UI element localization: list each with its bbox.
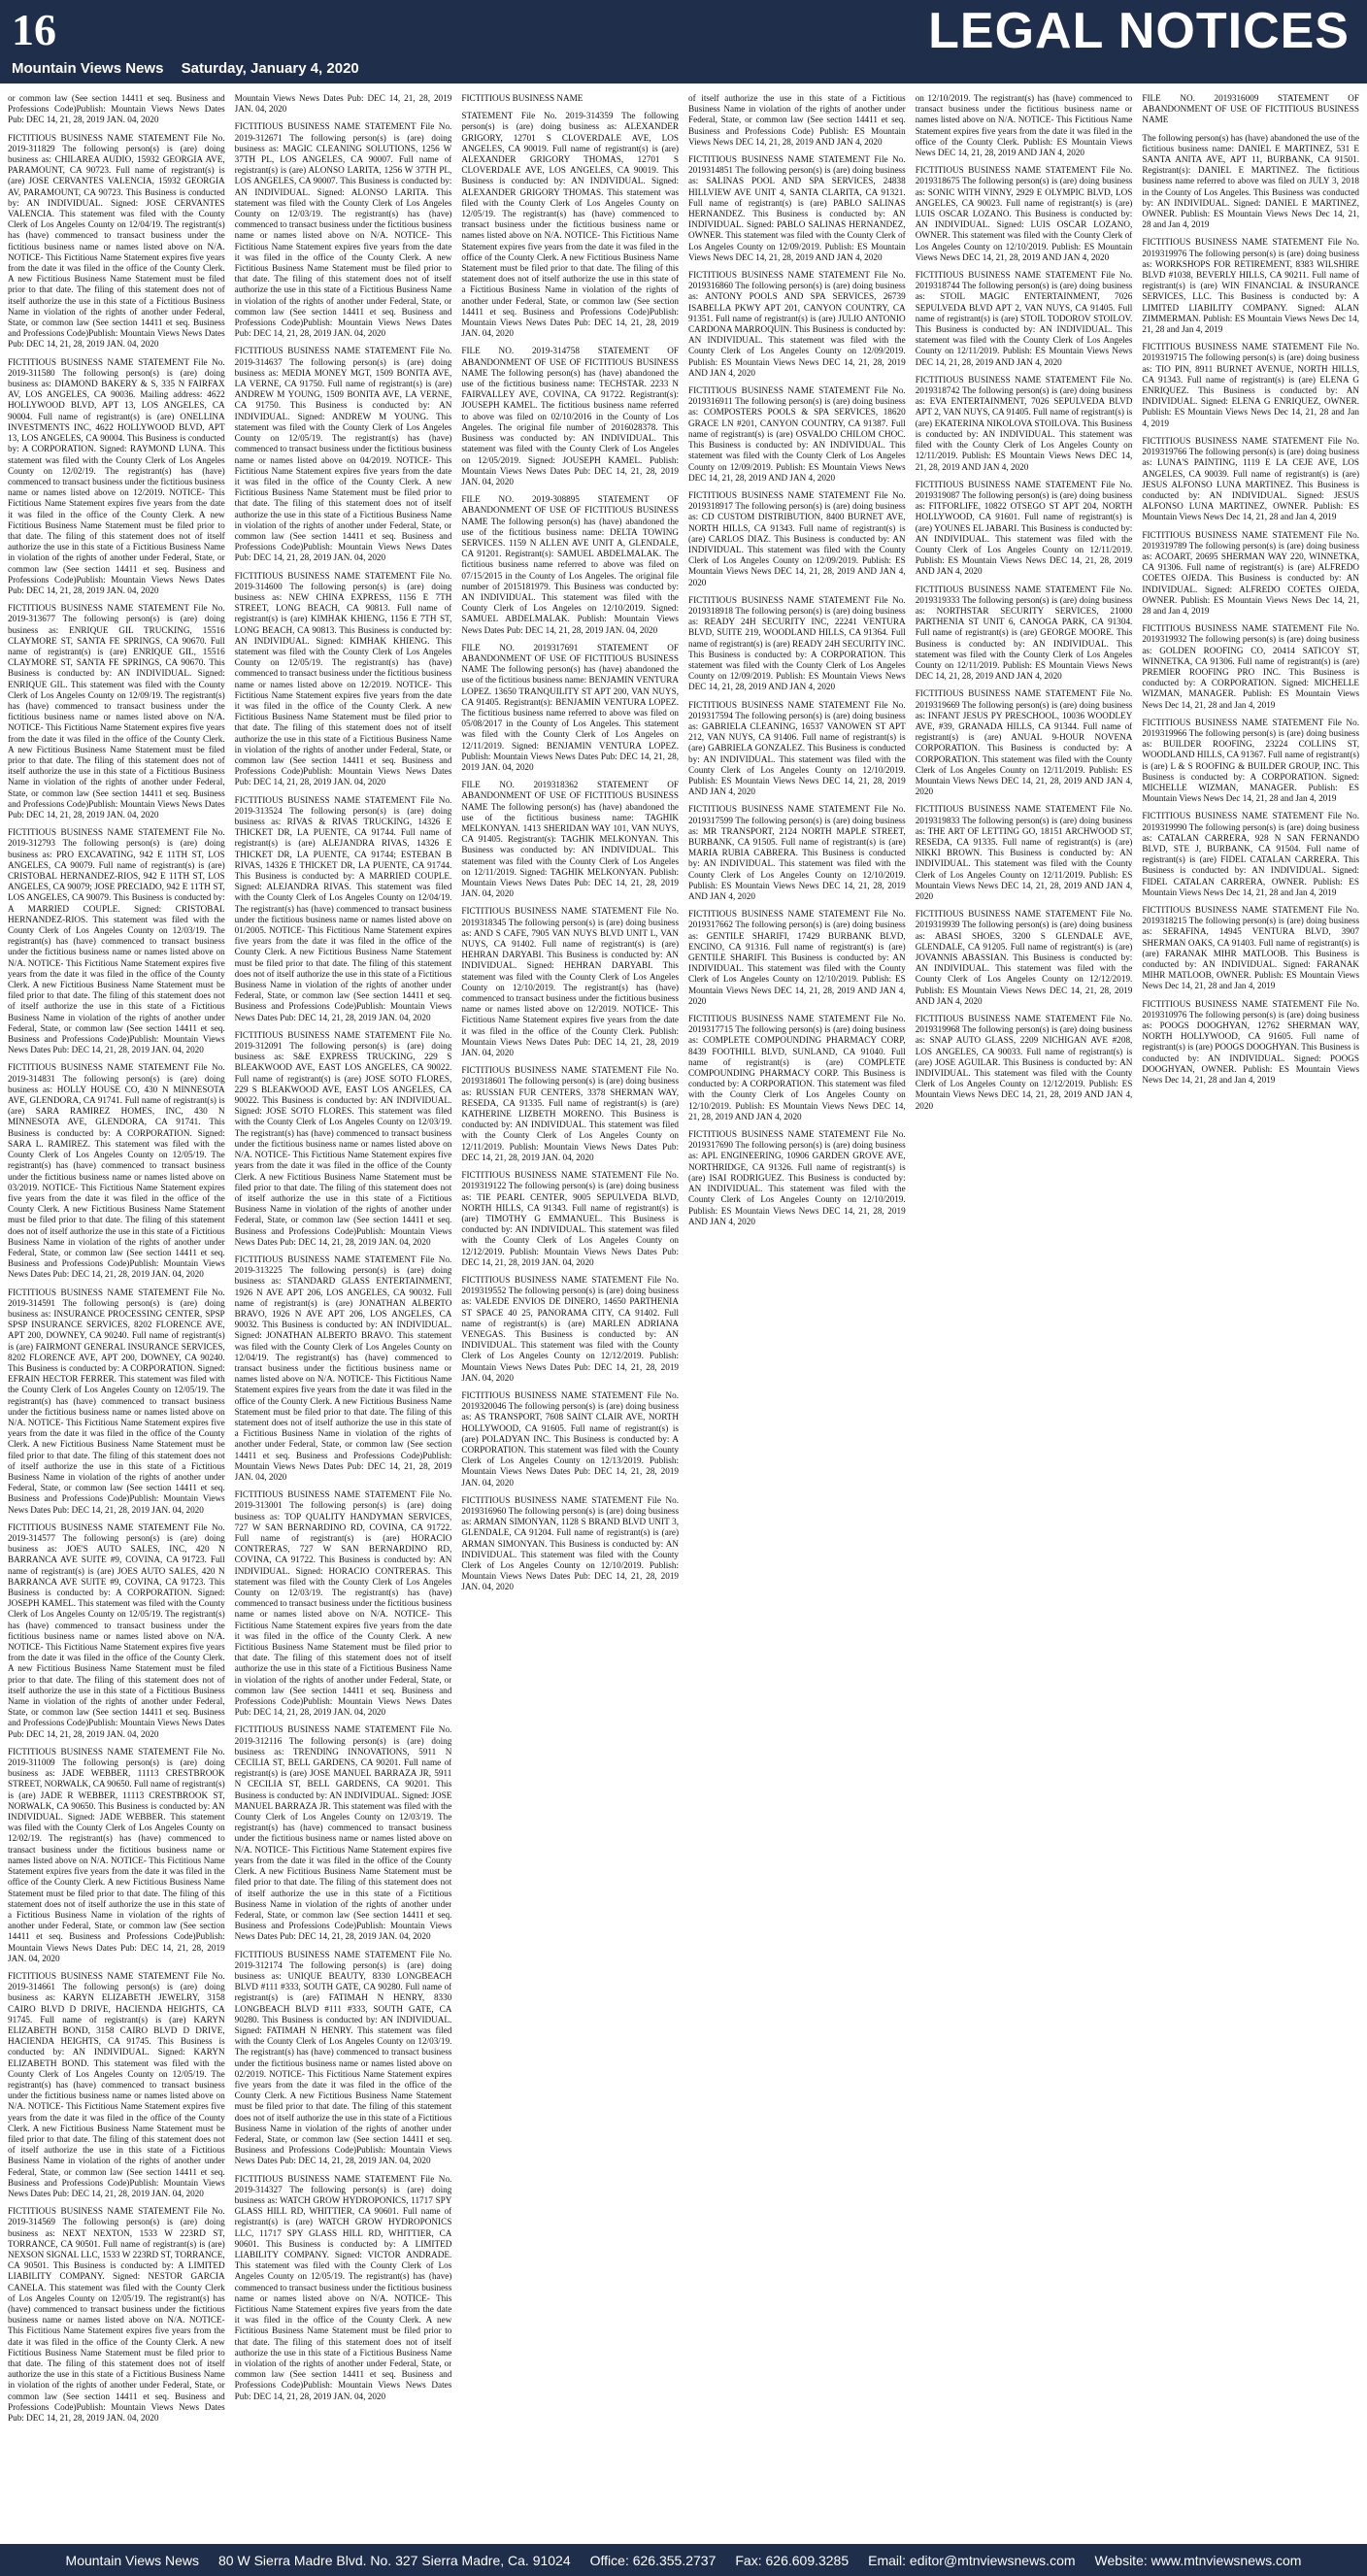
legal-notice: FICTITIOUS BUSINESS NAME STATEMENT File No. 2019318345 The following person(s) is (are) doing business as: AND S CAFE, 7905 VAN NUYS BLVD UNIT L, VAN NUYS, CA 91402. Full name of registrant(s) is (are) HEHRAN DARYABI. This Business is conducted by: AN INDIVIDUAL. Signed: HEHRAN DARYABI. This statement was filed with the County Clerk of Los Angeles County on 12/10/2019. The registrant(s) has (have) commenced to transact business under the fictitious business name or names listed above on 12/2019. NOTICE- This Fictitious Name Statement expires five years from the date it was filed in the office of the County Clerk. Publish: Mountain Views News Dates Pub: DEC 14, 21, 28, 2019 JAN. 04, 2020 (461, 906, 680, 1058)
notice-columns (8, 93, 1359, 2538)
legal-notice: FICTITIOUS BUSINESS NAME STATEMENT File No. 2019316860 The following person(s) is (are) doing business as: ANTONY POOLS AND SPA SERVICES, 26739 ISABELLA PKWY APT 201, CANYON COUNTRY, CA 91351. Full name of registrant(s) is (are) JULIO ANTONIO CARDONA MARROQUIN. This Business is conducted by: AN INDIVIDUAL. This statement was filed with the County Clerk of Los Angeles County on 12/09/2019. Publish: ES Mountain Views News DEC 14, 21, 28, 2019 AND JAN 4, 2020 (688, 270, 906, 378)
legal-notice: FICTITIOUS BUSINESS NAME STATEMENT File No. 2019317594 The following person(s) is (are) doing business as: GABRIELA CLEANING, 16537 VANOWEN ST APT 212, VAN NUYS, CA 91406. Full name of registrant(s) is (are) GABRIELA GONZALEZ. This Business is conducted by: AN INDIVIDUAL. This statement was filed with the County Clerk of Los Angeles County on 12/10/2019. Publish: ES Mountain Views News DEC 14, 21, 28, 2019 AND JAN 4, 2020 (688, 699, 906, 797)
issue-date: Saturday, January 4, 2020 (181, 60, 359, 77)
legal-notice: STATEMENT File No. 2019-314359 The following person(s) is (are) doing business as: ALEXANDER GRIGORY, 12701 S CLOVERDALE AVE, LOS ANGELES, CA 90019. Full name of registrant(s) is (are) ALEXANDER GRIGORY THOMAS, 12701 S CLOVERDALE AVE, LOS ANGELES, CA 90019. This Business is conducted by: AN INDIVIDUAL. Signed: ALEXANDER GRIGORY THOMAS. This statement was filed with the County Clerk of Los Angeles County on 12/05/19. The registrant(s) has (have) commenced to transact business under the fictitious business name or names listed above on N/A. NOTICE- This Fictitious Name Statement expires five years from the date it was filed in the office of the County Clerk. A new Fictitious Business Name Statement must be filed prior to that date. The filing of this statement does not of itself authorize the use in this state of a Fictitious Business Name in violation of the rights of another under Federal, State, or common law (See section 14411 et seq. Business and Professions Code)Publish: Mountain Views News Dates Pub: DEC 14, 21, 28, 2019 JAN. 04, 2020 (461, 111, 680, 339)
column (1142, 93, 1359, 2538)
legal-notice: FICTITIOUS BUSINESS NAME STATEMENT File No. 2019-314569 The following person(s) is (are) doing business as: NEXT NEXTON, 1533 W 223RD ST, TORRANCE, CA 90501. Full name of registrant(s) is (are) NEXSON SIGNAL LLC, 1533 W 223RD ST, TORRANCE, CA 90501. This Business is conducted by: A LIMITED LIABILITY COMPANY. Signed: NESTOR GARCIA CANELA. This statement was filed with the County Clerk of Los Angeles County on 12/05/19. The registrant(s) has (have) commenced to transact business under the fictitious business name or names listed above on N/A. NOTICE- This Fictitious Name Statement expires five years from the date it was filed in the office of the County Clerk. A new Fictitious Business Name Statement must be filed prior to that date. The filing of this statement does not of itself authorize the use in this state of a Fictitious Business Name in violation of the rights of another under Federal, State, or common law (See section 14411 et seq. Business and Professions Code)Publish: Mountain Views News Dates Pub: DEC 14, 21, 28, 2019 JAN. 04, 2020 (8, 2206, 225, 2424)
legal-notice: FICTITIOUS BUSINESS NAME STATEMENT File No. 2019319552 The following person(s) is (are) doing business as: VALEDE ENVIOS DE DINERO, 14650 PARTHENIA ST SPACE 40 25, PANORAMA CITY, CA 91402. Full name of registrant(s) is (are) MARLEN ADRIANA VENEGAS. This Business is conducted by: AN INDIVIDUAL. This statement was filed with the County Clerk of Los Angeles County on 12/12/2019. Publish: Mountain Views News Dates Pub: DEC 14, 21, 28, 2019 JAN. 04, 2020 (461, 1274, 680, 1383)
legal-notice: FICTITIOUS BUSINESS NAME STATEMENT File No. 2019318742 The following person(s) is (are) doing business as: EVA ENTERTAINMENT, 7026 SEPULVEDA BLVD APT 2, VAN NUYS, CA 91405. Full name of registrant(s) is (are) EKATERINA NIKOLOVA STOILOVA. This Business is conducted by: AN INDIVIDUAL. This statement was filed with the County Clerk of Los Angeles County on 12/11/2019. Publish: ES Mountain Views News DEC 14, 21, 28, 2019 AND JAN 4, 2020 (915, 374, 1133, 472)
legal-notice: FILE NO. 2019-308895 STATEMENT OF ABANDONMENT OF USE OF FICTITIOUS BUSINESS NAME The following person(s) has (have) abandoned the use of the fictitious business name: DELTA TOWING SERVICES. 1159 N ALLEN AVE UNIT A, GLENDALE, CA 91201. Registrant(s): SAMUEL ABDELMALAK. The fictitious business name referred to above was filed on 07/15/2015 in the County of Los Angeles. The original file number of 2015181979. This Business was conducted by: AN INDIVIDUAL. This statement was filed with the County Clerk of Los Angeles on 12/10/2019. Signed: SAMUEL ABDELMALAK. Publish: Mountain Views News Dates Pub: DEC 14, 21, 28, 2019 JAN. 04, 2020 (461, 494, 680, 635)
legal-notice: FICTITIOUS BUSINESS NAME STATEMENT File No. 2019319932 The following person(s) is (are) doing business as: GOLDEN ROOFING CO, 20414 SATICOY ST, WINNETKA, CA 91306. Full name of registrant(s) is (are) PREMIER ROOFING PRO INC. This Business is conducted by: A CORPORATION. Signed: MICHELLE WIZMAN, MANAGER. Publish: ES Mountain Views News Dec 14, 21, 28 and Jan 4, 2019 (1142, 623, 1359, 710)
legal-notice: FICTITIOUS BUSINESS NAME STATEMENT File No. 2019-311009 The following person(s) is (are) doing business as: JADE WEBBER, 11113 CRESTBROOK STREET, NORWALK, CA 90650. Full name of registrant(s) is (are) JADE R WEBBER, 11113 CRESTBROOK ST, NORWALK, CA 90650. This Business is conducted by: AN INDIVIDUAL. Signed: JADE WEBBER. This statement was filed with the County Clerk of Los Angeles County on 12/02/19. The registrant(s) has (have) commenced to transact business under the fictitious business name or names listed above on N/A. NOTICE- This Fictitious Name Statement expires five years from the date it was filed in the office of the County Clerk. A new Fictitious Business Name Statement must be filed prior to that date. The filing of this statement does not of itself authorize the use in this state of a Fictitious Business Name in violation of the rights of another under Federal, State, or common law (See section 14411 et seq. Business and Professions Code)Publish: Mountain Views News Dates Pub: DEC 14, 21, 28, 2019 JAN. 04, 2020 (8, 1746, 225, 1963)
column (235, 93, 452, 2538)
legal-notice: FICTITIOUS BUSINESS NAME STATEMENT File No. 2019-312793 The following person(s) is (are) doing business as: PRO EXCAVATING, 942 E 11TH ST, LOS ANGELES, CA 90079. Full name of registrant(s) is (are) CRISTOBAL HERNANDEZ-RIOS, 942 E 11TH ST, LOS ANGELES, CA 90079; JOSE PRECIADO, 942 E 11TH ST, LOS ANGELES, CA 90079. This Business is conducted by: A MARRIED COUPLE. Signed: CRISTOBAL HERNANDEZ-RIOS. This statement was filed with the County Clerk of Los Angeles County on 12/03/19. The registrant(s) has (have) commenced to transact business under the fictitious business name or names listed above on N/A. NOTICE- This Fictitious Name Statement expires five years from the date it was filed in the office of the County Clerk. A new Fictitious Business Name Statement must be filed prior to that date. The filing of this statement does not of itself authorize the use in this state of a Fictitious Business Name in violation of the rights of another under Federal, State, or common law (See section 14411 et seq. Business and Professions Code)Publish: Mountain Views News Dates Pub: DEC 14, 21, 28, 2019 JAN. 04, 2020 (8, 827, 225, 1055)
legal-notice: FICTITIOUS BUSINESS NAME STATEMENT File No. 2019320046 The following person(s) is (are) doing business as: AS TRANSPORT, 7608 SAINT CLAIR AVE, NORTH HOLLYWOOD, CA 91605. Full name of registrant(s) is (are) POLADYAN INC. This Business is conducted by: A CORPORATION. This statement was filed with the County Clerk of Los Angeles County on 12/13/2019. Publish: Mountain Views News Dates Pub: DEC 14, 21, 28, 2019 JAN. 04, 2020 (461, 1389, 680, 1488)
legal-notice: FICTITIOUS BUSINESS NAME STATEMENT File No. 2019-314577 The following person(s) is (are) doing business as: JOE'S AUTO SALES, INC, 420 N BARRANCA AVE SUITE #9, COVINA, CA 91723. Full name of registrant(s) is (are) JOES AUTO SALES, 420 N BARRANCA AVE SUITE #9, COVINA, CA 91723. This Business is conducted by: A CORPORATION. Signed: JOSEPH KAMEL. This statement was filed with the County Clerk of Los Angeles County on 12/05/19. The registrant(s) has (have) commenced to transact business under the fictitious business name or names listed above on N/A. NOTICE- This Fictitious Name Statement expires five years from the date it was filed in the office of the County Clerk. A new Fictitious Business Name Statement must be filed prior to that date. The filing of this statement does not of itself authorize the use in this state of a Fictitious Business Name in violation of the rights of another under Federal, State, or common law (See section 14411 et seq. Business and Professions Code)Publish: Mountain Views News Dates Pub: DEC 14, 21, 28, 2019 JAN. 04, 2020 (8, 1522, 225, 1739)
legal-notice: FICTITIOUS BUSINESS NAME STATEMENT File No. 2019318744 The following person(s) is (are) doing business as: STOIL MAGIC ENTERTAINMENT, 7026 SEPULVEDA BLVD APT 2, VAN NUYS, CA 91405. Full name of registrant(s) is (are) STOIL TODOROV STOILOV. This Business is conducted by: AN INDIVIDUAL. This statement was filed with the County Clerk of Los Angeles County on 12/11/2019. Publish: ES Mountain Views News DEC 14, 21, 28, 2019 AND JAN 4, 2020 (915, 270, 1133, 367)
legal-notice: FICTITIOUS BUSINESS NAME STATEMENT File No. 2019-313677 The following person(s) is (are) doing business as: ENRIQUE GIL TRUCKING, 15516 CLAYMORE ST, SANTA FE SPRINGS, CA 90670. Full name of registrant(s) is (are) ENRIQUE GIL, 15516 CLAYMORE ST, SANTA FE SPRINGS, CA 90670. This Business is conducted by: AN INDIVIDUAL. Signed: ENRIQUE GIL. This statement was filed with the County Clerk of Los Angeles County on 12/09/19. The registrant(s) has (have) commenced to transact business under the fictitious business name or names listed above on N/A. NOTICE- This Fictitious Name Statement expires five years from the date it was filed in the office of the County Clerk. A new Fictitious Business Name Statement must be filed prior to that date. The filing of this statement does not of itself authorize the use in this state of a Fictitious Business Name in violation of the rights of another under Federal, State, or common law (See section 14411 et seq. Business and Professions Code)Publish: Mountain Views News Dates Pub: DEC 14, 21, 28, 2019 JAN. 04, 2020 (8, 603, 225, 820)
column-continuation: on 12/10/2019. The registrant(s) has (have) commenced to transact business under the fictitious business name or names listed above on N/A. NOTICE- This Fictitious Name Statement expires five years from the date it was filed in the office of the County Clerk. Publish: ES Mountain Views News DEC 14, 21, 28, 2019 AND JAN 4, 2020 (915, 93, 1133, 158)
legal-notice: FICTITIOUS BUSINESS NAME STATEMENT File No. 2019319087 The following person(s) is (are) doing business as: FITFORLIFE, 10822 OTSEGO ST APT 204, NORTH HOLLYWOOD, CA 91601. Full name of registrant(s) is (are) YOUNES EL JABARI. This Business is conducted by: AN INDIVIDUAL. This statement was filed with the County Clerk of Los Angeles County on 12/11/2019. Publish: ES Mountain Views News DEC 14, 21, 28, 2019 AND JAN 4, 2020 (915, 479, 1133, 577)
legal-notice: FICTITIOUS BUSINESS NAME STATEMENT File No. 2019-312671 The following person(s) is (are) doing business as: MAGIC CLEANING SOLUTIONS, 1256 W 37TH PL, LOS ANGELES, CA 90007. Full name of registrant(s) is (are) ALONSO LARITA, 1256 W 37TH PL, LOS ANGELES, CA 90007. This Business is conducted by: AN INDIVIDUAL. Signed: ALONSO LARITA. This statement was filed with the County Clerk of Los Angeles County on 12/03/19. The registrant(s) has (have) commenced to transact business under the fictitious business name or names listed above on N/A. NOTICE- This Fictitious Name Statement expires five years from the date it was filed in the office of the County Clerk. A new Fictitious Business Name Statement must be filed prior to that date. The filing of this statement does not of itself authorize the use in this state of a Fictitious Business Name in violation of the rights of another under Federal, State, or common law (See section 14411 et seq. Business and Professions Code)Publish: Mountain Views News Dates Pub: DEC 14, 21, 28, 2019 JAN. 04, 2020 (234, 121, 452, 339)
legal-notice: The following person(s) has (have) abandoned the use of the fictitious business name: DANIEL E MARTINEZ, 531 E SANTA ANITA AVE, APT 11, BURBANK, CA 91501. Registrant(s): DANIEL E MARTINEZ. The fictitious business name referred to above was filed on JULY 3, 2018 in the County of Los Angeles. This Business was conducted by: AN INDIVIDUAL. Signed: DANIEL E MARTINEZ, OWNER. Publish: ES Mountain Views News Dec 14, 21, 28 and Jan 4, 2019 (1142, 132, 1359, 230)
footer-website: Website: www.mtnviewsnews.com (1094, 2552, 1302, 2568)
legal-notice: FICTITIOUS BUSINESS NAME STATEMENT File No. 2019317715 The following person(s) is (are) doing business as: COMPLETE COMPOUNDING PHARMACY CORP, 8439 FOOTHILL BLVD, SUNLAND, CA 91040. Full name of registrant(s) is (are) COMPLETE COMPOUNDING PHARMACY CORP. This Business is conducted by: A CORPORATION. This statement was filed with the County Clerk of Los Angeles County on 12/10/2019. Publish: ES Mountain Views News DEC 14, 21, 28, 2019 AND JAN 4, 2020 (688, 1014, 906, 1121)
legal-notice: FICTITIOUS BUSINESS NAME STATEMENT File No. 2019319766 The following person(s) is (are) doing business as: LUNA'S PAINTING, 1119 E LA CEJE AVE, LOS ANGELES, CA 90039. Full name of registrant(s) is (are) JESUS ALFONSO LUNA MARTINEZ. This Business is conducted by: AN INDIVIDUAL. Signed: JESUS ALFONSO LUNA MARTINEZ, OWNER. Publish: ES Mountain Views News Dec 14, 21, 28 and Jan 4, 2019 (1142, 435, 1359, 522)
legal-notice: FICTITIOUS BUSINESS NAME STATEMENT File No. 2019319333 The following person(s) is (are) doing business as: NORTHSTAR SECURITY SERVICES, 21000 PARTHENIA ST UNIT 6, CANOGA PARK, CA 91304. Full name of registrant(s) is (are) GEORGE MOORE. This Business is conducted by: AN INDIVIDUAL. This statement was filed with the County Clerk of Los Angeles County on 12/11/2019. Publish: ES Mountain Views News DEC 14, 21, 28, 2019 AND JAN 4, 2020 (915, 584, 1133, 682)
legal-notice: FICTITIOUS BUSINESS NAME STATEMENT File No. 2019-312091 The following person(s) is (are) doing business as: S&E EXPRESS TRUCKING, 229 S BLEAKWOOD AVE, EAST LOS ANGELES, CA 90022. Full name of registrant(s) is (are) JOSE SOTO FLORES, 229 S BLEAKWOOD AVE, EAST LOS ANGELES, CA 90022. This Business is conducted by: AN INDIVIDUAL. Signed: JOSE SOTO FLORES. This statement was filed with the County Clerk of Los Angeles County on 12/03/19. The registrant(s) has (have) commenced to transact business under the fictitious business name or names listed above on N/A. NOTICE- This Fictitious Name Statement expires five years from the date it was filed in the office of the County Clerk. A new Fictitious Business Name Statement must be filed prior to that date. The filing of this statement does not of itself authorize the use in this state of a Fictitious Business Name in violation of the rights of another under Federal, State, or common law (See section 14411 et seq. Business and Professions Code)Publish: Mountain Views News Dates Pub: DEC 14, 21, 28, 2019 JAN. 04, 2020 (234, 1029, 452, 1247)
legal-notice: FICTITIOUS BUSINESS NAME STATEMENT File No. 2019319976 The following person(s) is (are) doing business as: WORKSHOPS FOR RETIREMENT, 8383 WILSHIRE BLVD #1038, BEVERLY HILLS, CA 90211. Full name of registrant(s) is (are) WIN FINANCIAL & INSURANCE SERVICES, LLC. This Business is conducted by: A LIMITED LIABILITY COMPANY. Signed: ALAN ZIMMERMAN. Publish: ES Mountain Views News Dec 14, 21, 28 and Jan 4, 2019 (1142, 237, 1359, 335)
footer-email: Email: editor@mtnviewsnews.com (868, 2552, 1076, 2568)
column (8, 93, 225, 2538)
legal-notice: FICTITIOUS BUSINESS NAME STATEMENT File No. 2019-313524 The following person(s) is (are) doing business as: RIVAS & RIVAS TRUCKING, 14326 E THICKET DR, LA PUENTE, CA 91744. Full name of registrant(s) is (are) ALEJANDRA RIVAS, 14326 E THICKET DR, LA PUENTE, CA 91744; ESTEBAN B RIVAS, 14326 E THICKET DR, LA PUENTE, CA 91744. This Business is conducted by: A MARRIED COUPLE. Signed: ALEJANDRA RIVAS. This statement was filed with the County Clerk of Los Angeles County on 12/04/19. The registrant(s) has (have) commenced to transact business under the fictitious business name or names listed above on 01/2005. NOTICE- This Fictitious Name Statement expires five years from the date it was filed in the office of the County Clerk. A new Fictitious Business Name Statement must be filed prior to that date. The filing of this statement does not of itself authorize the use in this state of a Fictitious Business Name in violation of the rights of another under Federal, State, or common law (See section 14411 et seq. Business and Professions Code)Publish: Mountain Views News Dates Pub: DEC 14, 21, 28, 2019 JAN. 04, 2020 (234, 794, 452, 1022)
legal-notice: FICTITIOUS BUSINESS NAME STATEMENT File No. 2019319789 The following person(s) is (are) doing business as: ACOART, 20695 SHERMAN WAY 220, WINNETKA, CA 91306. Full name of registrant(s) is (are) ALFREDO COETES OJEDA. This Business is conducted by: AN INDIVIDUAL. Signed: ALFREDO COETES OJEDA, OWNER. Publish: ES Mountain Views News Dec 14, 21, 28 and Jan 4, 2019 (1142, 529, 1359, 616)
legal-notice: FICTITIOUS BUSINESS NAME STATEMENT File No. 2019-314591 The following person(s) is (are) doing business as: INSURANCE PROCESSING CENTER, SPSP SPSP INSURANCE SERVICES, 8202 FLORENCE AVE, APT 200, DOWNEY, CA 90240. Full name of registrant(s) is (are) FAIRMONT GENERAL INSURANCE SERVICES, 8202 FLORENCE AVE, APT 200, DOWNEY, CA 90240. This Business is conducted by: A CORPORATION. Signed: EFRAIN HECTOR FERRER. This statement was filed with the County Clerk of Los Angeles County on 12/05/19. The registrant(s) has (have) commenced to transact business under the fictitious business name or names listed above on N/A. NOTICE- This Fictitious Name Statement expires five years from the date it was filed in the office of the County Clerk. A new Fictitious Business Name Statement must be filed prior to that date. The filing of this statement does not of itself authorize the use in this state of a Fictitious Business Name in violation of the rights of another under Federal, State, or common law (See section 14411 et seq. Business and Professions Code)Publish: Mountain Views News Dates Pub: DEC 14, 21, 28, 2019 JAN. 04, 2020 (8, 1287, 225, 1515)
page-number: 16 (12, 5, 56, 54)
legal-notice: FICTITIOUS BUSINESS NAME STATEMENT File No. 2019-314600 The following person(s) is (are) doing business as: NEW CHINA EXPRESS, 1156 E 7TH STREET, LONG BEACH, CA 90813. Full name of registrant(s) is (are) KIMHAK KHIENG, 1156 E 7TH ST, LONG BEACH, CA 90813. This Business is conducted by: AN INDIVIDUAL. Signed: KIMHAK KHIENG. This statement was filed with the County Clerk of Los Angeles County on 12/05/19. The registrant(s) has (have) commenced to transact business under the fictitious business name or names listed above on 12/2019. NOTICE- This Fictitious Name Statement expires five years from the date it was filed in the office of the County Clerk. A new Fictitious Business Name Statement must be filed prior to that date. The filing of this statement does not of itself authorize the use in this state of a Fictitious Business Name in violation of the rights of another under Federal, State, or common law (See section 14411 et seq. Business and Professions Code)Publish: Mountain Views News Dates Pub: DEC 14, 21, 28, 2019 JAN. 04, 2020 (234, 570, 452, 787)
legal-notice: FICTITIOUS BUSINESS NAME STATEMENT File No. 2019318215 The following person(s) is (are) doing business as: SERAFINA, 14945 VENTURA BLVD, 3907 SHERMAN OAKS, CA 91403. Full name of registrant(s) is (are) FARANAK MIHR MATLOOB. This Business is conducted by: AN INDIVIDUAL. Signed: FARANAK MIHR MATLOOB, OWNER. Publish: ES Mountain Views News Dec 14, 21, 28 and Jan 4, 2019 (1142, 905, 1359, 991)
legal-notice: FICTITIOUS BUSINESS NAME STATEMENT File No. 2019-314327 The following person(s) is (are) doing business as: WATCH GROW HYDROPONICS, 11717 SPY GLASS HILL RD, WHITTIER, CA 90601. Full name of registrant(s) is (are) WATCH GROW HYDROPONICS LLC, 11717 SPY GLASS HILL RD, WHITTIER, CA 90601. This Business is conducted by: A LIMITED LIABILITY COMPANY. Signed: VICTOR ANDRADE. This statement was filed with the County Clerk of Los Angeles County on 12/05/19. The registrant(s) has (have) commenced to transact business under the fictitious business name or names listed above on N/A. NOTICE- This Fictitious Name Statement expires five years from the date it was filed in the office of the County Clerk. A new Fictitious Business Name Statement must be filed prior to that date. The filing of this statement does not of itself authorize the use in this state of a Fictitious Business Name in violation of the rights of another under Federal, State, or common law (See section 14411 et seq. Business and Professions Code)Publish: Mountain Views News Dates Pub: DEC 14, 21, 28, 2019 JAN. 04, 2020 (234, 2173, 452, 2401)
legal-notice: FICTITIOUS BUSINESS NAME STATEMENT File No. 2019-314637 The following person(s) is (are) doing business as: MEDIA MONEY MGT, 1509 BONITA AVE, LA VERNE, CA 91750. Full name of registrant(s) is (are) ANDREW M YOUNG, 1509 BONITA AVE, LA VERNE, CA 91750. This Business is conducted by: AN INDIVIDUAL. Signed: ANDREW M YOUNG. This statement was filed with the County Clerk of Los Angeles County on 12/05/19. The registrant(s) has (have) commenced to transact business under the fictitious business name or names listed above on 04/2019. NOTICE- This Fictitious Name Statement expires five years from the date it was filed in the office of the County Clerk. A new Fictitious Business Name Statement must be filed prior to that date. The filing of this statement does not of itself authorize the use in this state of a Fictitious Business Name in violation of the rights of another under Federal, State, or common law (See section 14411 et seq. Business and Professions Code)Publish: Mountain Views News Dates Pub: DEC 14, 21, 28, 2019 JAN. 04, 2020 (234, 346, 452, 563)
legal-notice: FILE NO. 2019317691 STATEMENT OF ABANDONMENT OF USE OF FICTITIOUS BUSINESS NAME The following person(s) has (have) abandoned the use of the fictitious business name: BENJAMIN VENTURA LOPEZ. 13650 TRANQUILITY ST APT 200, VAN NUYS, CA 91405. Registrant(s): BENJAMIN VENTURA LOPEZ. The fictitious business name referred to above was filed on 05/08/2017 in the County of Los Angeles. This statement was filed with the County Clerk of Los Angeles on 12/11/2019. Signed: BENJAMIN VENTURA LOPEZ. Publish: Mountain Views News Dates Pub: DEC 14, 21, 28, 2019 JAN. 04, 2020 (461, 642, 680, 772)
legal-notice: FICTITIOUS BUSINESS NAME STATEMENT File No. 2019314851 The following person(s) is (are) doing business as: SALINAS POOL AND SPA SERVICES, 24838 HILLVIEW AVE UNIT 4, SANTA CLARITA, CA 91321. Full name of registrant(s) is (are) PABLO SALINAS HERNANDEZ. This Business is conducted by: AN INDIVIDUAL. Signed: PABLO SALINAS HERNANDEZ, OWNER. This statement was filed with the County Clerk of Los Angeles County on 12/09/2019. Publish: ES Mountain Views News DEC 14, 21, 28, 2019 AND JAN 4, 2020 (688, 154, 906, 262)
legal-notice: FICTITIOUS BUSINESS NAME STATEMENT File No. 2019318675 The following person(s) is (are) doing business as: SONIC WITH VINNY, 2929 E OLYMPIC BLVD, LOS ANGELES, CA 90023. Full name of registrant(s) is (are) LUIS OSCAR LOZANO. This Business is conducted by: AN INDIVIDUAL. Signed: LUIS OSCAR LOZANO, OWNER. This statement was filed with the County Clerk of Los Angeles County on 12/10/2019. Publish: ES Mountain Views News DEC 14, 21, 28, 2019 AND JAN 4, 2020 (915, 165, 1133, 262)
legal-notice: FICTITIOUS BUSINESS NAME STATEMENT File No. 2019-312116 The following person(s) is (are) doing business as: TRENDING INNOVATIONS, 5911 N CECILIA ST, BELL GARDENS, CA 90201. Full name of registrant(s) is (are) JOSE MANUEL BARRAZA JR, 5911 N CECILIA ST, BELL GARDENS, CA 90201. This Business is conducted by: AN INDIVIDUAL. Signed: JOSE MANUEL BARRAZA JR. This statement was filed with the County Clerk of Los Angeles County on 12/03/19. The registrant(s) has (have) commenced to transact business under the fictitious business name or names listed above on N/A. NOTICE- This Fictitious Name Statement expires five years from the date it was filed in the office of the County Clerk. A new Fictitious Business Name Statement must be filed prior to that date. The filing of this statement does not of itself authorize the use in this state of a Fictitious Business Name in violation of the rights of another under Federal, State, or common law (See section 14411 et seq. Business and Professions Code)Publish: Mountain Views News Dates Pub: DEC 14, 21, 28, 2019 JAN. 04, 2020 (234, 1724, 452, 1942)
legal-notice: FICTITIOUS BUSINESS NAME STATEMENT File No. 2019317662 The following person(s) is (are) doing business as: GENTILE SHARIFI, 17429 BURBANK BLVD, ENCINO, CA 91316. Full name of registrant(s) is (are) GENTILE SHARIFI. This Business is conducted by: AN INDIVIDUAL. This statement was filed with the County Clerk of Los Angeles County on 12/10/2019. Publish: ES Mountain Views News DEC 14, 21, 28, 2019 AND JAN 4, 2020 (688, 909, 906, 1006)
legal-notice: FILE NO. 2019-314758 STATEMENT OF ABANDONMENT OF USE OF FICTITIOUS BUSINESS NAME The following person(s) has (have) abandoned the use of the fictitious business name: TECHSTAR. 2233 N FAIRVALLEY AVE, COVINA, CA 91722. Registrant(s): JOUSEPH KAMEL. The fictitious business name referred to above was filed on 02/10/2016 in the County of Los Angeles. The original file number of 2016028378. This Business was conducted by: AN INDIVIDUAL. This statement was filed with the County Clerk of Los Angeles on 12/05/2019. Signed: JOUSEPH KAMEL. Publish: Mountain Views News Dates Pub: DEC 14, 21, 28, 2019 JAN. 04, 2020 (461, 346, 680, 486)
legal-notice: FICTITIOUS BUSINESS NAME STATEMENT File No. 2019310976 The following person(s) is (are) doing business as: POOGS DOOGHYAN, 12762 SHERMAN WAY, NORTH HOLLYWOOD, CA 91605. Full name of registrant(s) is (are) POOGS DOOGHYAN. This Business is conducted by: AN INDIVIDUAL. Signed: POOGS DOOGHYAN, OWNER. Publish: ES Mountain Views News Dec 14, 21, 28 and Jan 4, 2019 (1142, 998, 1359, 1086)
legal-notice: FICTITIOUS BUSINESS NAME STATEMENT File No. 2019319939 The following person(s) is (are) doing business as: ABASI SHOES, 3200 S GLENDALE AVE, GLENDALE, CA 91205. Full name of registrant(s) is (are) JOVANNIS ABASSIAN. This Business is conducted by: AN INDIVIDUAL. This statement was filed with the County Clerk of Los Angeles County on 12/12/2019. Publish: ES Mountain Views News DEC 14, 21, 28, 2019 AND JAN 4, 2020 (915, 909, 1133, 1006)
column-continuation: or common law (See section 14411 et seq. Business and Professions Code)Publish: Mountain Views News Dates Pub: DEC 14, 21, 28, 2019 JAN. 04, 2020 (8, 93, 225, 125)
legal-notice: FICTITIOUS BUSINESS NAME STATEMENT File No. 2019-313001 The following person(s) is (are) doing business as: TOP QUALITY HANDYMAN SERVICES, 727 W SAN BERNARDINO RD, COVINA, CA 91722. Full name of registrant(s) is (are) HORACIO CONTRERAS, 727 W SAN BERNARDINO RD, COVINA, CA 91722. This Business is conducted by: AN INDIVIDUAL. Signed: HORACIO CONTRERAS. This statement was filed with the County Clerk of Los Angeles County on 12/03/19. The registrant(s) has (have) commenced to transact business under the fictitious business name or names listed above on N/A. NOTICE- This Fictitious Name Statement expires five years from the date it was filed in the office of the County Clerk. A new Fictitious Business Name Statement must be filed prior to that date. The filing of this statement does not of itself authorize the use in this state of a Fictitious Business Name in violation of the rights of another under Federal, State, or common law (See section 14411 et seq. Business and Professions Code)Publish: Mountain Views News Dates Pub: DEC 14, 21, 28, 2019 JAN. 04, 2020 (234, 1489, 452, 1718)
column-continuation: of itself authorize the use in this state of a Fictitious Business Name in violation of the rights of another under Federal, State, or common law (See section 14411 et seq. Business and Professions Code) Publish: ES Mountain Views News DEC 14, 21, 28, 2019 AND JAN 4, 2020 (688, 93, 906, 147)
legal-notice: FICTITIOUS BUSINESS NAME STATEMENT File No. 2019-314661 The following person(s) is (are) doing business as: KARYN ELIZABETH JEWELRY, 3158 CAIRO BLVD D DRIVE, HACIENDA HEIGHTS, CA 91745. Full name of registrant(s) is (are) KARYN ELIZABETH BOND, 3158 CAIRO BLVD D DRIVE, HACIENDA HEIGHTS, CA 91745. This Business is conducted by: AN INDIVIDUAL. Signed: KARYN ELIZABETH BOND. This statement was filed with the County Clerk of Los Angeles County on 12/05/19. The registrant(s) has (have) commenced to transact business under the fictitious business name or names listed above on N/A. NOTICE- This Fictitious Name Statement expires five years from the date it was filed in the office of the County Clerk. A new Fictitious Business Name Statement must be filed prior to that date. The filing of this statement does not of itself authorize the use in this state of a Fictitious Business Name in violation of the rights of another under Federal, State, or common law (See section 14411 et seq. Business and Professions Code)Publish: Mountain Views News Dates Pub: DEC 14, 21, 28, 2019 JAN. 04, 2020 (8, 1970, 225, 2198)
legal-notice: FICTITIOUS BUSINESS NAME STATEMENT File No. 2019319968 The following person(s) is (are) doing business as: SNAP AUTO GLASS, 2209 NICHIGAN AVE #208, LOS ANGELES, CA 90033. Full name of registrant(s) is (are) JOSE AGUILAR. This Business is conducted by: AN INDIVIDUAL. This statement was filed with the County Clerk of Los Angeles County on 12/12/2019. Publish: ES Mountain Views News DEC 14, 21, 28, 2019 AND JAN 4, 2020 (915, 1014, 1133, 1111)
legal-notice: FICTITIOUS BUSINESS NAME STATEMENT File No. 2019318918 The following person(s) is (are) doing business as: READY 24H SECURITY INC, 22241 VENTURA BLVD, SUITE 219, WOODLAND HILLS, CA 91364. Full name of registrant(s) is (are) READY 24H SECURITY INC. This Business is conducted by: A CORPORATION. This statement was filed with the County Clerk of Los Angeles County on 12/09/2019. Publish: ES Mountain Views News DEC 14, 21, 28, 2019 AND JAN 4, 2020 (688, 594, 906, 692)
column-continuation: Mountain Views News Dates Pub: DEC 14, 21, 28, 2019 JAN. 04, 2020 (234, 93, 452, 115)
column (916, 93, 1133, 2538)
legal-notice: FICTITIOUS BUSINESS NAME STATEMENT File No. 2019-311580 The following person(s) is (are) doing business as: DIAMOND BAKERY & S, 335 N FAIRFAX AV, LOS ANGELES, CA 90036. Mailing address: 4622 HOLLYWOOD BLVD, APT 13, LOS ANGELES, CA 90004. Full name of registrant(s) is (are) ONELLINA INVESTMENTS INC, 4622 HOLLYWOOD BLVD, APT 13, LOS ANGELES, CA 90004. This Business is conducted by: A CORPORATION. Signed: RAYMOND LUNA. This statement was filed with the County Clerk of Los Angeles County on 12/02/19. The registrant(s) has (have) commenced to transact business under the fictitious business name or names listed above on 12/2019. NOTICE- This Fictitious Name Statement expires five years from the date it was filed in the office of the County Clerk. A new Fictitious Business Name Statement must be filed prior to that date. The filing of this statement does not of itself authorize the use in this state of a Fictitious Business Name in violation of the rights of another under Federal, State, or common law (See section 14411 et seq. Business and Professions Code)Publish: Mountain Views News Dates Pub: DEC 14, 21, 28, 2019 JAN. 04, 2020 (8, 356, 225, 595)
legal-notice: FICTITIOUS BUSINESS NAME STATEMENT File No. 2019319715 The following person(s) is (are) doing business as: TIO PIN, 8911 BURNET AVENUE, NORTH HILLS, CA 91343. Full name of registrant(s) is (are) ELENA G ENRIQUEZ. This Business is conducted by: AN INDIVIDUAL. Signed: ELENA G ENRIQUEZ, OWNER. Publish: ES Mountain Views News Dec 14, 21, 28 and Jan 4, 2019 (1142, 342, 1359, 428)
footer-fax: Fax: 626.609.3285 (735, 2552, 850, 2568)
legal-notice: FICTITIOUS BUSINESS NAME STATEMENT File No. 2019-314831 The following person(s) is (are) doing business as: HOLLY HOUSE CO, 430 N MINNESOTA AVE, GLENDORA, CA 91741. Full name of registrant(s) is (are) SARA RAMIREZ HOMES, INC, 430 N MINNESOTA AVE, GLENDORA, CA 91741. This Business is conducted by: A CORPORATION. Signed: SARA L. RAMIREZ. This statement was filed with the County Clerk of Los Angeles County on 12/05/19. The registrant(s) has (have) commenced to transact business under the fictitious business name or names listed above on 03/2019. NOTICE- This Fictitious Name Statement expires five years from the date it was filed in the office of the County Clerk. A new Fictitious Business Name Statement must be filed prior to that date. The filing of this statement does not of itself authorize the use in this state of a Fictitious Business Name in violation of the rights of another under Federal, State, or common law (See section 14411 et seq. Business and Professions Code)Publish: Mountain Views News Dates Pub: DEC 14, 21, 28, 2019 JAN. 04, 2020 (8, 1062, 225, 1280)
masthead (0, 0, 1367, 84)
section-title: LEGAL NOTICES (928, 3, 1350, 59)
footer-publication: Mountain Views News (65, 2552, 200, 2568)
column-continuation: FILE NO. 2019316009 STATEMENT OF ABANDONMENT OF USE OF FICTITIOUS BUSINESS NAME (1142, 93, 1359, 125)
legal-notice: FICTITIOUS BUSINESS NAME STATEMENT File No. 2019317599 The following person(s) is (are) doing business as: MR TRANSPORT, 2124 NORTH MAPLE STREET, BURBANK, CA 91505. Full name of registrant(s) is (are) MARIA RUBIA CABRERA. This Business is conducted by: AN INDIVIDUAL. This statement was filed with the County Clerk of Los Angeles County on 12/10/2019. Publish: ES Mountain Views News DEC 14, 21, 28, 2019 AND JAN 4, 2020 (688, 804, 906, 902)
legal-notice: FICTITIOUS BUSINESS NAME STATEMENT File No. 2019-311829 The following person(s) is (are) doing business as: CHILAREA AUDIO, 15932 GEORGIA AVE, PARAMOUNT, CA 90723. Full name of registrant(s) is (are) JOSE CERVANTES VALENCIA, 15932 GEORGIA AV, PARAMOUNT, CA 90723. This Business is conducted by: AN INDIVIDUAL. Signed: JOSE CERVANTES VALENCIA. This statement was filed with the County Clerk of Los Angeles County on 12/04/19. The registrant(s) has (have) commenced to transact business under the fictitious business name or names listed above on N/A. NOTICE- This Fictitious Name Statement expires five years from the date it was filed in the office of the County Clerk. A new Fictitious Business Name Statement must be filed prior to that date. The filing of this statement does not of itself authorize the use in this state of a Fictitious Business Name in violation of the rights of another under Federal, State, or common law (See section 14411 et seq. Business and Professions Code)Publish: Mountain Views News Dates Pub: DEC 14, 21, 28, 2019 JAN. 04, 2020 (8, 132, 225, 350)
legal-notice: FICTITIOUS BUSINESS NAME STATEMENT File No. 2019-313225 The following person(s) is (are) doing business as: STANDARD GLASS ENTERTAINMENT, 1926 N AVE APT 206, LOS ANGELES, CA 90032. Full name of registrant(s) is (are) JONATHAN ALBERTO BRAVO, 1926 N AVE APT 206, LOS ANGELES, CA 90032. This Business is conducted by: AN INDIVIDUAL. Signed: JONATHAN ALBERTO BRAVO. This statement was filed with the County Clerk of Los Angeles County on 12/04/19. The registrant(s) has (have) commenced to transact business under the fictitious business name or names listed above on N/A. NOTICE- This Fictitious Name Statement expires five years from the date it was filed in the office of the County Clerk. A new Fictitious Business Name Statement must be filed prior to that date. The filing of this statement does not of itself authorize the use in this state of a Fictitious Business Name in violation of the rights of another under Federal, State, or common law (See section 14411 et seq. Business and Professions Code)Publish: Mountain Views News Dates Pub: DEC 14, 21, 28, 2019 JAN. 04, 2020 (234, 1254, 452, 1482)
legal-notice: FICTITIOUS BUSINESS NAME STATEMENT File No. 2019319669 The following person(s) is (are) doing business as: INFANT JESUS PY PRESCHOOL, 10036 WOODLEY AVE, #39, GRANADA HILLS, CA 91344. Full name of registrant(s) is (are) ANUAL 9-HOUR NOVENA CORPORATION. This Business is conducted by: A CORPORATION. This statement was filed with the County Clerk of Los Angeles County on 12/11/2019. Publish: ES Mountain Views News DEC 14, 21, 28, 2019 AND JAN 4, 2020 (915, 688, 1133, 797)
column (461, 93, 679, 2538)
footer-bar (0, 2544, 1367, 2576)
legal-notice: FICTITIOUS BUSINESS NAME STATEMENT File No. 2019316960 The following person(s) is (are) doing business as: ARMAN SIMONYAN, 1128 S BRAND BLVD UNIT 3, GLENDALE, CA 91204. Full name of registrant(s) is (are) ARMAN SIMONYAN. This Business is conducted by: AN INDIVIDUAL. This statement was filed with the County Clerk of Los Angeles County on 12/10/2019. Publish: Mountain Views News Dates Pub: DEC 14, 21, 28, 2019 JAN. 04, 2020 (461, 1494, 680, 1592)
legal-notice: FICTITIOUS BUSINESS NAME STATEMENT File No. 2019319990 The following person(s) is (are) doing business as: CATALAN CARRERA, 928 N SAN FERNANDO BLVD, STE J, BURBANK, CA 91504. Full name of registrant(s) is (are) FIDEL CATALAN CARRERA. This Business is conducted by: AN INDIVIDUAL. Signed: FIDEL CATALAN CARRERA, OWNER. Publish: ES Mountain Views News Dec 14, 21, 28 and Jan 4, 2019 (1142, 811, 1359, 897)
footer-office-phone: Office: 626.355.2737 (589, 2552, 717, 2568)
publication-name: Mountain Views News (12, 60, 164, 77)
legal-notice: FILE NO. 2019318362 STATEMENT OF ABANDONMENT OF USE OF FICTITIOUS BUSINESS NAME The following person(s) has (have) abandoned the use of the fictitious business name: TAGHIK MELKONYAN. 1413 SHERIDAN WAY 101, VAN NUYS, CA 91405. Registrant(s): TAGHIK MELKONYAN. This Business was conducted by: AN INDIVIDUAL. This statement was filed with the County Clerk of Los Angeles on 12/11/2019. Signed: TAGHIK MELKONYAN. Publish: Mountain Views News Dates Pub: DEC 14, 21, 28, 2019 JAN. 04, 2020 (461, 780, 680, 899)
legal-notice: FICTITIOUS BUSINESS NAME STATEMENT File No. 2019319833 The following person(s) is (are) doing business as: THE ART OF LETTING GO, 18151 ARCHWOOD ST, RESEDA, CA 91335. Full name of registrant(s) is (are) NIKKI BROWN. This Business is conducted by: AN INDIVIDUAL. This statement was filed with the County Clerk of Los Angeles County on 12/11/2019. Publish: ES Mountain Views News DEC 14, 21, 28, 2019 AND JAN 4, 2020 (915, 804, 1133, 902)
footer-address: 80 W Sierra Madre Blvd. No. 327 Sierra Madre, Ca. 91024 (218, 2552, 571, 2568)
column-continuation: FICTITIOUS BUSINESS NAME (461, 93, 583, 103)
legal-notice: FICTITIOUS BUSINESS NAME STATEMENT File No. 2019318601 The following person(s) is (are) doing business as: RUSSIAN FUR CENTERS, 3378 SHERMAN WAY, RESEDA, CA 91335. Full name of registrant(s) is (are) KATHERINE LIZBETH MORENO. This Business is conducted by: AN INDIVIDUAL. This statement was filed with the County Clerk of Los Angeles County on 12/11/2019. Publish: Mountain Views News Dates Pub: DEC 14, 21, 28, 2019 JAN. 04, 2020 (461, 1065, 680, 1162)
publication-line (12, 60, 373, 77)
legal-notice: FICTITIOUS BUSINESS NAME STATEMENT File No. 2019319966 The following person(s) is (are) doing business as: BUILDER ROOFING, 23224 COLLINS ST, WOODLAND HILLS, CA 91367. Full name of registrant(s) is (are) L & S ROOFING & BUILDER GROUP, INC. This Business is conducted by: A CORPORATION. Signed: MICHELLE WIZMAN, MANAGER. Publish: ES Mountain Views News Dec 14, 21, 28 and Jan 4, 2019 (1142, 717, 1359, 804)
column (688, 93, 906, 2538)
legal-notice: FICTITIOUS BUSINESS NAME STATEMENT File No. 2019317690 The following person(s) is (are) doing business as: APL ENGINEERING, 10906 GARDEN GROVE AVE, NORTHRIDGE, CA 91326. Full name of registrant(s) is (are) ISAI RODRIGUEZ. This Business is conducted by: AN INDIVIDUAL. This statement was filed with the County Clerk of Los Angeles County on 12/10/2019. Publish: ES Mountain Views News DEC 14, 21, 28, 2019 AND JAN 4, 2020 (688, 1129, 906, 1226)
legal-notice: FICTITIOUS BUSINESS NAME STATEMENT File No. 2019-312174 The following person(s) is (are) doing business as: UNIQUE BEAUTY, 8330 LONGBEACH BLVD #111 #333, SOUTH GATE, CA 90280. Full name of registrant(s) is (are) FATIMAH N HENRY, 8330 LONGBEACH BLVD #111 #333, SOUTH GATE, CA 90280. This Business is conducted by: AN INDIVIDUAL. Signed: FATIMAH N HENRY. This statement was filed with the County Clerk of Los Angeles County on 12/03/19. The registrant(s) has (have) commenced to transact business under the fictitious business name or names listed above on 02/2019. NOTICE- This Fictitious Name Statement expires five years from the date it was filed in the office of the County Clerk. A new Fictitious Business Name Statement must be filed prior to that date. The filing of this statement does not of itself authorize the use in this state of a Fictitious Business Name in violation of the rights of another under Federal, State, or common law (See section 14411 et seq. Business and Professions Code)Publish: Mountain Views News Dates Pub: DEC 14, 21, 28, 2019 JAN. 04, 2020 (234, 1949, 452, 2166)
legal-notice: FICTITIOUS BUSINESS NAME STATEMENT File No. 2019316911 The following person(s) is (are) doing business as: COMPOSTERS POOLS & SPA SERVICES, 18620 GRACE LN #201, CANYON COUNTRY, CA 91387. Full name of registrant(s) is (are) OSVALDO CHILOM CHOC. This Business is conducted by: AN INDIVIDUAL. This statement was filed with the County Clerk of Los Angeles County on 12/09/2019. Publish: ES Mountain Views News DEC 14, 21, 28, 2019 AND JAN 4, 2020 (688, 385, 906, 483)
legal-notice: FICTITIOUS BUSINESS NAME STATEMENT File No. 2019319122 The following person(s) is (are) doing business as: TIE PEARL CENTER, 9005 SEPULVEDA BLVD, NORTH HILLS, CA 91343. Full name of registrant(s) is (are) TIMOTHY G EMMANUEL. This Business is conducted by: AN INDIVIDUAL. This statement was filed with the County Clerk of Los Angeles County on 12/12/2019. Publish: Mountain Views News Dates Pub: DEC 14, 21, 28, 2019 JAN. 04, 2020 (461, 1170, 680, 1267)
legal-notice: FICTITIOUS BUSINESS NAME STATEMENT File No. 2019318917 The following person(s) is (are) doing business as: CD CUSTOM DISTRIBUTION, 8400 BURNET AVE, NORTH HILLS, CA 91343. Full name of registrant(s) is (are) CARLOS DIAZ. This Business is conducted by: AN INDIVIDUAL. This statement was filed with the County Clerk of Los Angeles County on 12/09/2019. Publish: ES Mountain Views News DEC 14, 21, 28, 2019 AND JAN 4, 2020 (688, 489, 906, 587)
